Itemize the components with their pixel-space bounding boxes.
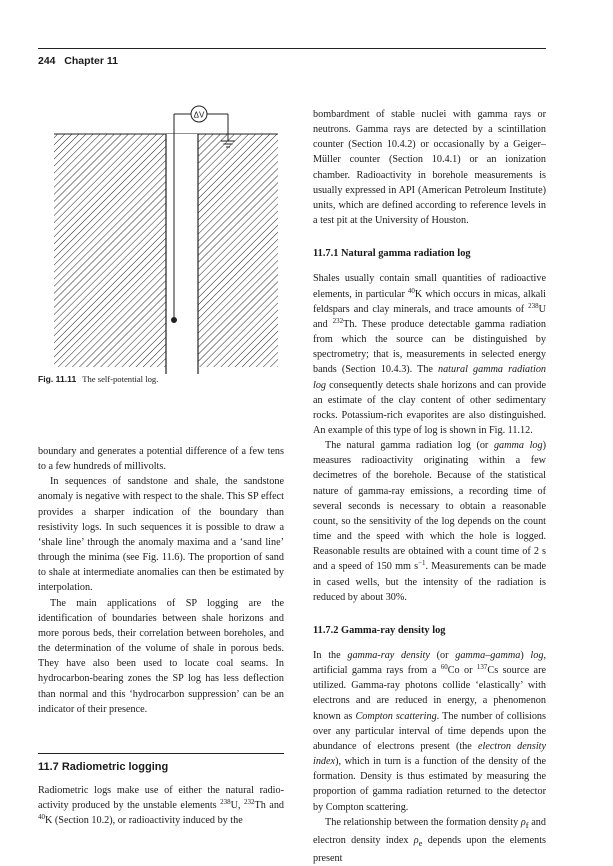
header-rule xyxy=(38,48,546,49)
formation-right-hatch xyxy=(198,127,278,367)
self-potential-figure xyxy=(38,104,290,374)
chapter-label: Chapter 11 xyxy=(64,55,118,67)
subsection-heading: 11.7.2 Gamma-ray density log xyxy=(313,624,446,636)
downhole-electrode xyxy=(171,317,177,323)
paragraph: In sequences of sandstone and shale, the sandstone anomaly is negative with respect to the shale. This SP effect provides a sharper indication of the boundary than resistivity logs. In such sequences it is possible to draw a ‘shale line’ through the anomaly maxima and a ‘sand line’ through the minima (see Fig. 11.6). The proportion of sand to shale at intermediate anomalies can then be estimated by interpolation. xyxy=(38,476,284,594)
figure-caption xyxy=(38,374,288,384)
paragraph: boundary and generates a potential difference of a few tens to a few hundreds of millivolts. xyxy=(38,446,284,473)
borehole xyxy=(166,134,198,374)
paragraph: Shales usually contain small quantities of radioactive elements, in particular $^{40}$K which occurs in micas, alkali feldspars and clay minerals, and trace amounts of $^{238}$U and $^{232}$Th. These produce detectable gamma radiation from which the source can be distinguished by spectrometry; that is, measurements in selected energy bands (Section 10.4.3). The natural gamma radiation log consequently detects shale horizons and can provide an estimate of the clay content of other sedimentary rocks. Potassium-rich evaporites are also distinguished. An example of this type of log is shown in Fig. 11.12. xyxy=(313,273,547,436)
subsection-heading: 11.7.1 Natural gamma radiation log xyxy=(313,248,471,260)
page-number: 244 xyxy=(38,55,56,67)
paragraph: In the gamma-ray density (or gamma–gamma) log, artificial gamma rays from a $^{60}$Co or $^{137}$Cs source are utilized. Gamma-ray photons collide ‘elastically’ with electrons and are reduced in energy, a phenomenon known as Compton scattering. The number of collisions over any particular interval of time depends upon the abundance of electrons present (the electron density index), which in turn is a function of the density of the formation. Density is thus estimated by measuring the proportion of gamma radiation returned to the detector by Compton scattering. xyxy=(313,650,547,813)
paragraph: bombardment of stable nuclei with gamma rays or neutrons. Gamma rays are detected by a scintillation counter (Section 10.4.2) or occasionally by a Geiger–Müller counter (Section 10.4.1) or an ionization chamber. Radioactivity in borehole measurements is usually expressed in API (American Petroleum Institute) units, which are defined according to reference levels in a test pit at the University of Houston. xyxy=(313,109,546,227)
voltmeter-label: ΔV xyxy=(193,110,205,120)
paragraph: The relationship between the formation density $\rho_f$ and electron density index $\rho_e$ depends upon the elements present xyxy=(313,816,546,865)
left-column xyxy=(38,444,284,828)
caption-number: Fig. 11.11 xyxy=(38,374,77,384)
paragraph: The natural gamma radiation log (or gamma log) measures radioactivity originating within a few decimetres of the borehole. Because of the statistical nature of gamma-ray emissions, a recording time of several seconds is necessary to obtain a reasonable count, so the sensitivity of the log depends on the count time and the speed with which the hole is logged. Reasonable results are obtained with a count time of 2 s and a speed of 150 mm $s^{-1}$. Measurements can be made in cased wells, but the intensity of the radiation is reduced by about 30%. xyxy=(313,440,546,603)
section-rule xyxy=(38,753,284,754)
paragraph: Radiometric logs make use of either the natural radio-activity produced by the unstable elements $^{238}$U, $^{232}$Th and $^{40}$K (Section 10.2), or radioactivity induced by the xyxy=(38,784,285,827)
right-column xyxy=(313,107,546,866)
paragraph: The main applications of SP logging are the identification of boundaries between shale horizons and more porous beds, their correlation between boreholes, and the determination of the volume of shale in porous beds. They have also been used to locate coal seams. In hydrocarbon-bearing zones the SP log has less deflection than normal and this ‘hydrocarbon suppression’ can be an indicator of their presence. xyxy=(38,597,284,715)
running-header xyxy=(38,55,118,67)
section-heading: 11.7 Radiometric logging xyxy=(38,760,169,773)
caption-text: The self-potential log. xyxy=(82,374,159,384)
